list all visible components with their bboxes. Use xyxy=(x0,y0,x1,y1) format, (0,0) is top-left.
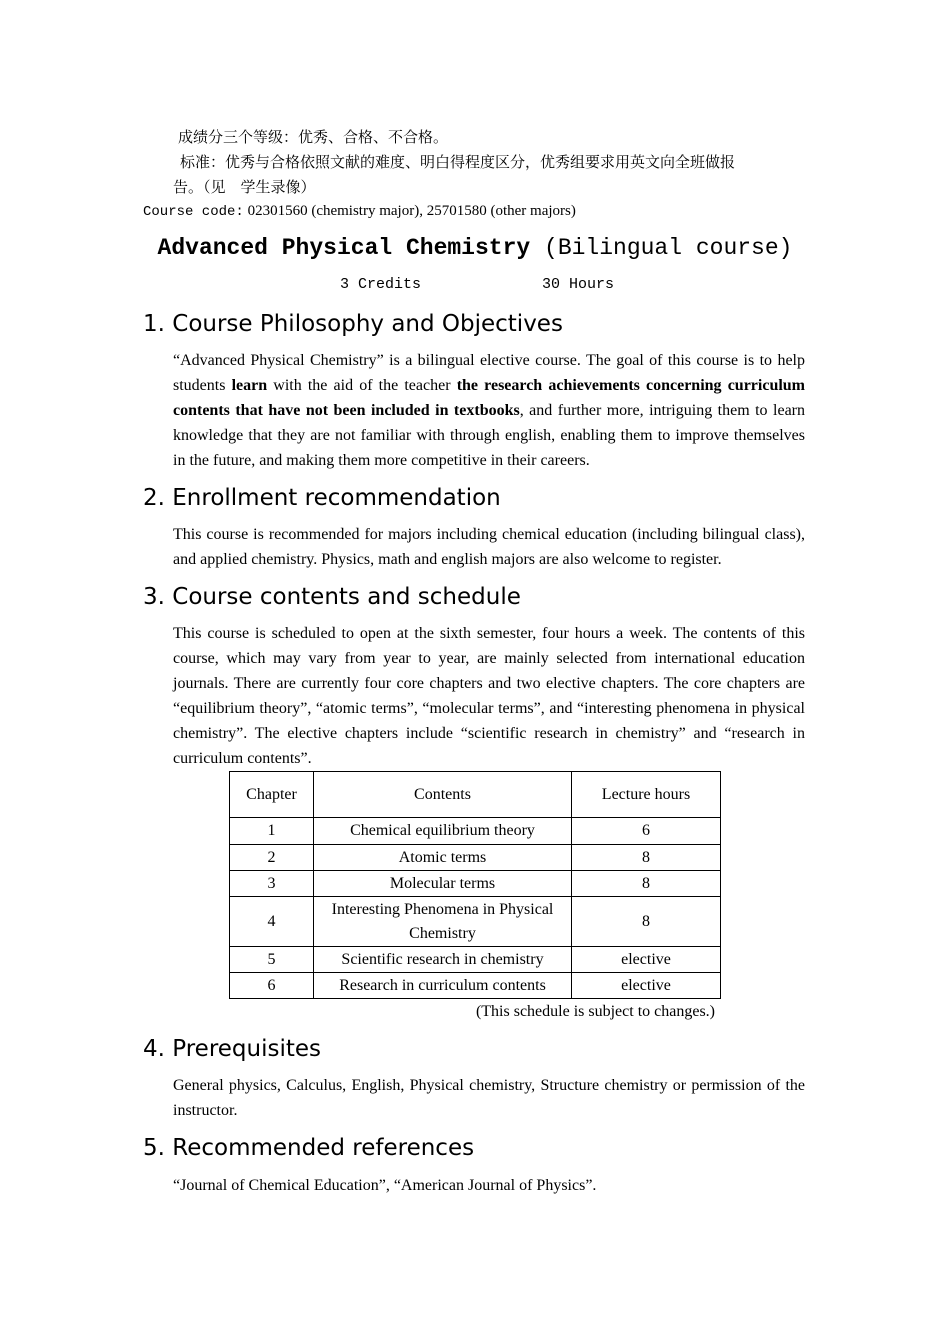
course-title xyxy=(0,232,950,264)
cell-contents: Interesting Phenomena in Physical Chemistry xyxy=(314,897,572,947)
cell-hours: elective xyxy=(572,973,721,999)
course-credits: 3 Credits xyxy=(340,276,422,293)
header-lecture-hours: Lecture hours xyxy=(572,772,721,818)
philosophy-text-c: with the aid of the teacher xyxy=(267,377,457,394)
table-row xyxy=(230,947,721,973)
section-heading-references: 5. Recommended references xyxy=(143,1135,475,1161)
schedule-note: (This schedule is subject to changes.) xyxy=(475,1003,715,1020)
philosophy-text-bold-research: the research achievements concerning curriculum contents that have not been included in textbooks xyxy=(173,377,806,419)
course-code-value: 02301560 (chemistry major), 25701580 (other majors) xyxy=(247,203,576,219)
cell-contents: Atomic terms xyxy=(314,845,572,871)
cell-contents: Chemical equilibrium theory xyxy=(314,818,572,845)
cell-hours: 8 xyxy=(572,897,721,947)
cell-chapter: 6 xyxy=(230,973,314,999)
section-heading-enrollment: 2. Enrollment recommendation xyxy=(143,485,501,511)
cell-chapter: 5 xyxy=(230,947,314,973)
cell-chapter: 4 xyxy=(230,897,314,947)
table-row xyxy=(230,871,721,897)
course-title-sub: (Bilingual course) xyxy=(544,235,793,261)
philosophy-text-bold-learn: learn xyxy=(231,377,268,394)
philosophy-paragraph xyxy=(173,348,805,473)
grading-standard-cont: 告。（见 学生录像） xyxy=(173,178,316,196)
cell-contents: Scientific research in chemistry xyxy=(314,947,572,973)
header-chapter: Chapter xyxy=(230,772,314,818)
header-contents: Contents xyxy=(314,772,572,818)
section-heading-philosophy: 1. Course Philosophy and Objectives xyxy=(143,311,563,337)
grading-standard: 标准：优秀与合格依照文献的难度、明白得程度区分，优秀组要求用英文向全班做报 xyxy=(180,153,736,171)
course-code-label: Course code: xyxy=(143,204,244,220)
cell-hours: 8 xyxy=(572,871,721,897)
cell-hours: elective xyxy=(572,947,721,973)
references-paragraph: “Journal of Chemical Education”, “American Journal of Physics”. xyxy=(173,1177,597,1194)
table-row xyxy=(230,818,721,845)
schedule-table-wrap xyxy=(229,771,721,999)
cell-hours: 8 xyxy=(572,845,721,871)
prerequisites-paragraph: General physics, Calculus, English, Physical chemistry, Structure chemistry or permission of the instructor. xyxy=(173,1077,805,1119)
course-hours: 30 Hours xyxy=(542,276,615,293)
schedule-table xyxy=(229,771,721,999)
cell-contents: Research in curriculum contents xyxy=(314,973,572,999)
cell-chapter: 2 xyxy=(230,845,314,871)
section-heading-contents: 3. Course contents and schedule xyxy=(143,584,521,610)
contents-paragraph: This course is scheduled to open at the sixth semester, four hours a week. The contents of this course, which may vary from year to year, are mainly selected from international education journals. There are currently four core chapters and two elective chapters. The core chapters are “equilibrium theory”, “atomic terms”, “molecular terms”, and “interesting phenomena in physical chemistry”. The elective chapters include “scientific research in chemistry” and “research in curriculum contents”. xyxy=(173,625,805,767)
cell-chapter: 1 xyxy=(230,818,314,845)
cell-chapter: 3 xyxy=(230,871,314,897)
enrollment-paragraph: This course is recommended for majors including chemical education (including bilingual class), and applied chemistry. Physics, math and english majors are also welcome to register. xyxy=(173,526,805,568)
philosophy-text-a: “Advanced Physical Chemistry” is a bilingual elective course. The goal of this course is to help students xyxy=(173,352,805,394)
course-code xyxy=(143,200,576,223)
cell-contents: Molecular terms xyxy=(314,871,572,897)
course-title-main: Advanced Physical Chemistry xyxy=(157,235,531,261)
grading-levels: 成绩分三个等级：优秀、合格、不合格。 xyxy=(178,128,449,146)
table-row xyxy=(230,845,721,871)
table-row xyxy=(230,897,721,947)
table-header-row xyxy=(230,772,721,818)
cell-hours: 6 xyxy=(572,818,721,845)
philosophy-text-e: , and further more, intriguing them to learn knowledge that they are not familiar with through english, enabling them to improve themselves in the future, and making them more competitive in their careers. xyxy=(173,402,805,469)
section-heading-prerequisites: 4. Prerequisites xyxy=(143,1036,322,1062)
table-row xyxy=(230,973,721,999)
